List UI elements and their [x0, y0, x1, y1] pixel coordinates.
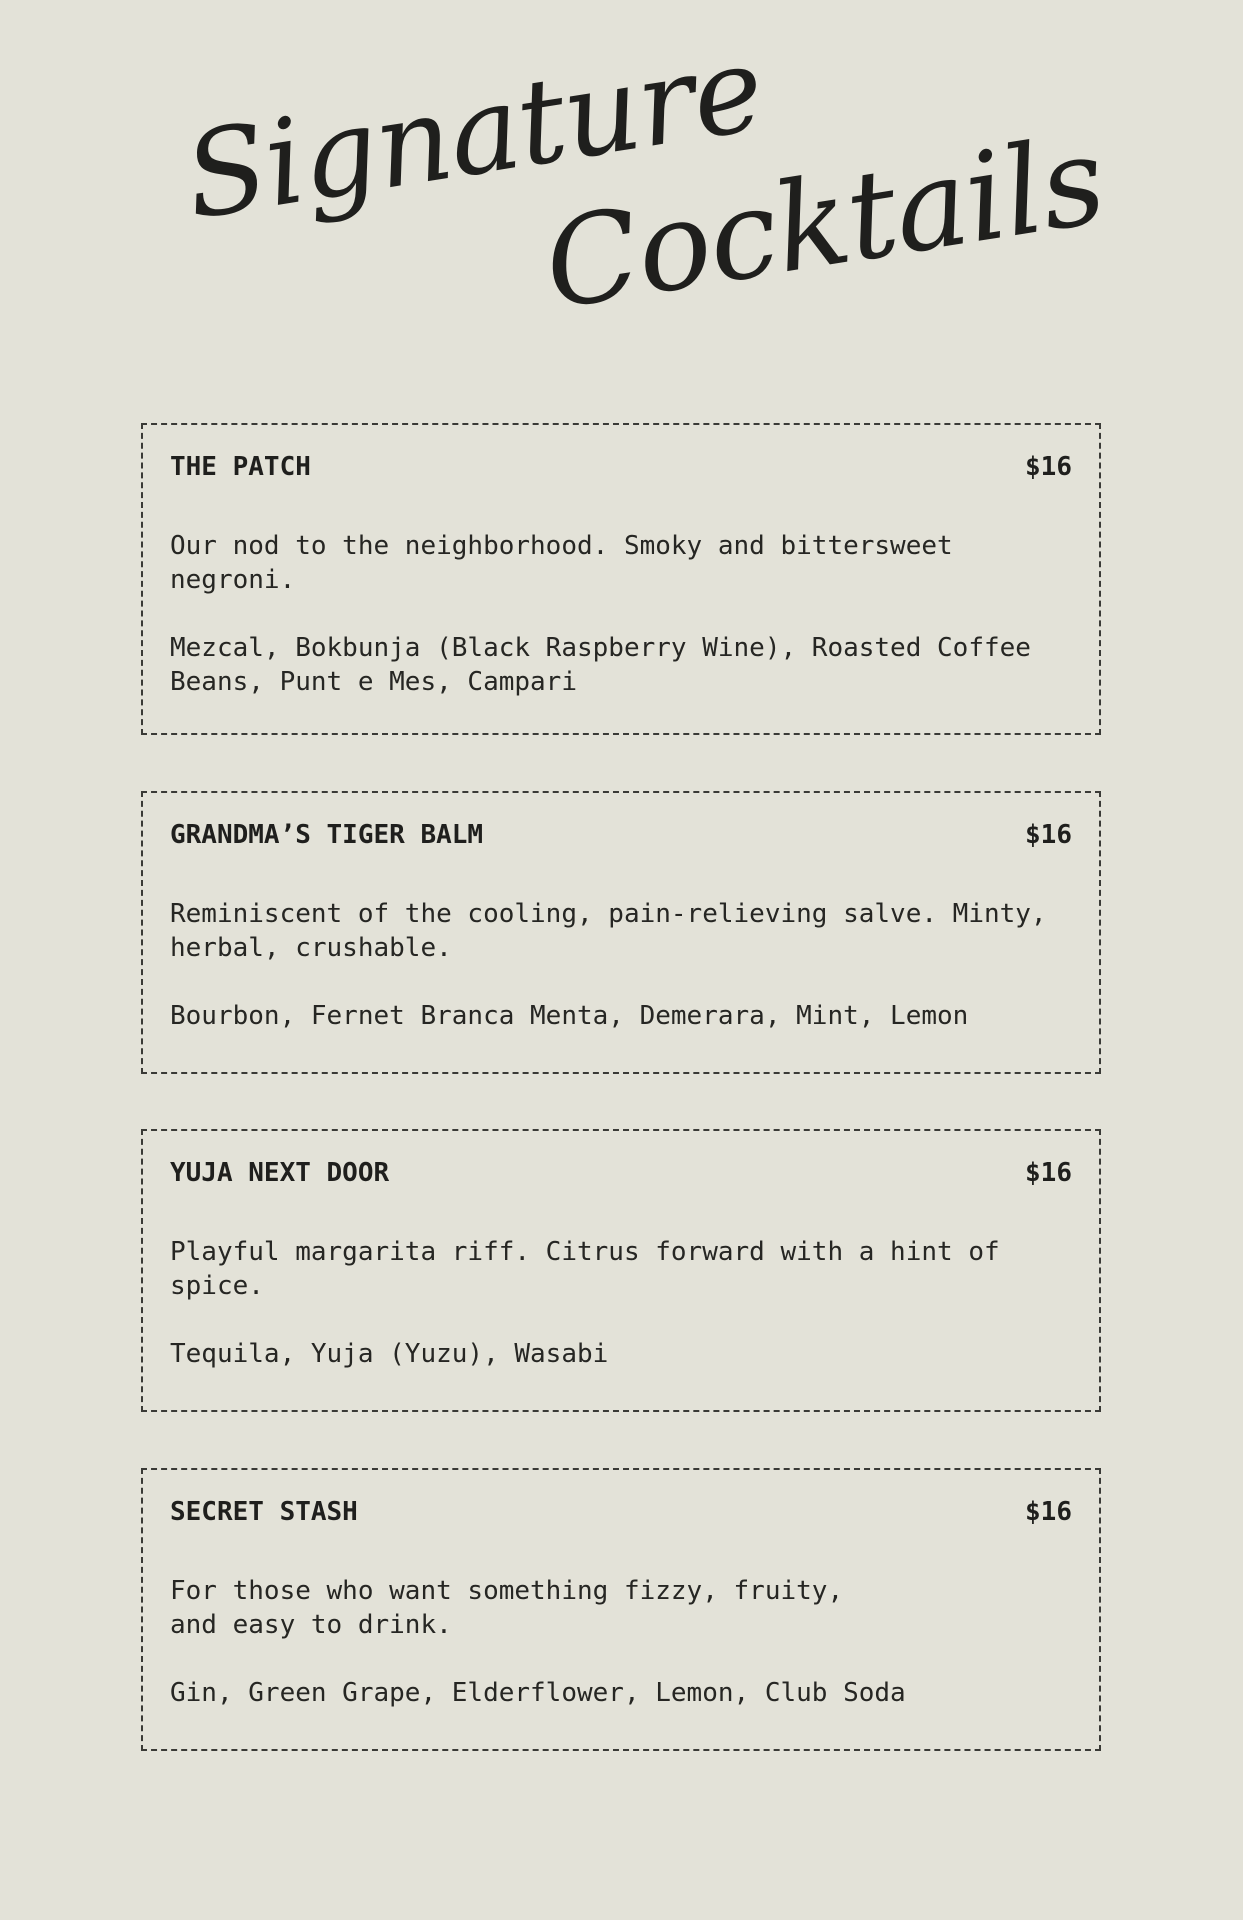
- cocktail-ingredients: Mezcal, Bokbunja (Black Raspberry Wine), Roasted Coffee Beans, Punt e Mes, Campari: [170, 633, 1031, 697]
- page-title-line-1: Signature: [175, 18, 772, 246]
- cocktail-ingredients: Bourbon, Fernet Branca Menta, Demerara, Mint, Lemon: [170, 1001, 969, 1031]
- cocktail-ingredients: Tequila, Yuja (Yuzu), Wasabi: [170, 1339, 609, 1369]
- cocktail-description: Our nod to the neighborhood. Smoky and bittersweet negroni.: [170, 531, 953, 595]
- page-title-line-2: Cocktails: [535, 108, 1114, 337]
- cocktail-card-secret-stash: [141, 1468, 1101, 1751]
- cocktail-price: $16: [1025, 452, 1072, 482]
- cocktail-card-yuja-next-door: [141, 1129, 1101, 1412]
- cocktail-price: $16: [1025, 820, 1072, 850]
- cocktail-description: Reminiscent of the cooling, pain-relieving salve. Minty, herbal, crushable.: [170, 899, 1047, 963]
- cocktail-ingredients: Gin, Green Grape, Elderflower, Lemon, Club Soda: [170, 1678, 906, 1708]
- cocktail-name: SECRET STASH: [170, 1497, 358, 1527]
- cocktail-name: THE PATCH: [170, 452, 311, 482]
- cocktail-card-grandmas-tiger-balm: [141, 791, 1101, 1074]
- cocktail-description: For those who want something fizzy, fruity, and easy to drink.: [170, 1576, 844, 1640]
- cocktail-name: YUJA NEXT DOOR: [170, 1158, 390, 1188]
- cocktail-name: GRANDMA’S TIGER BALM: [170, 820, 484, 850]
- cocktail-price: $16: [1025, 1497, 1072, 1527]
- cocktail-price: $16: [1025, 1158, 1072, 1188]
- cocktail-description: Playful margarita riff. Citrus forward with a hint of spice.: [170, 1237, 1000, 1301]
- cocktail-card-the-patch: [141, 423, 1101, 735]
